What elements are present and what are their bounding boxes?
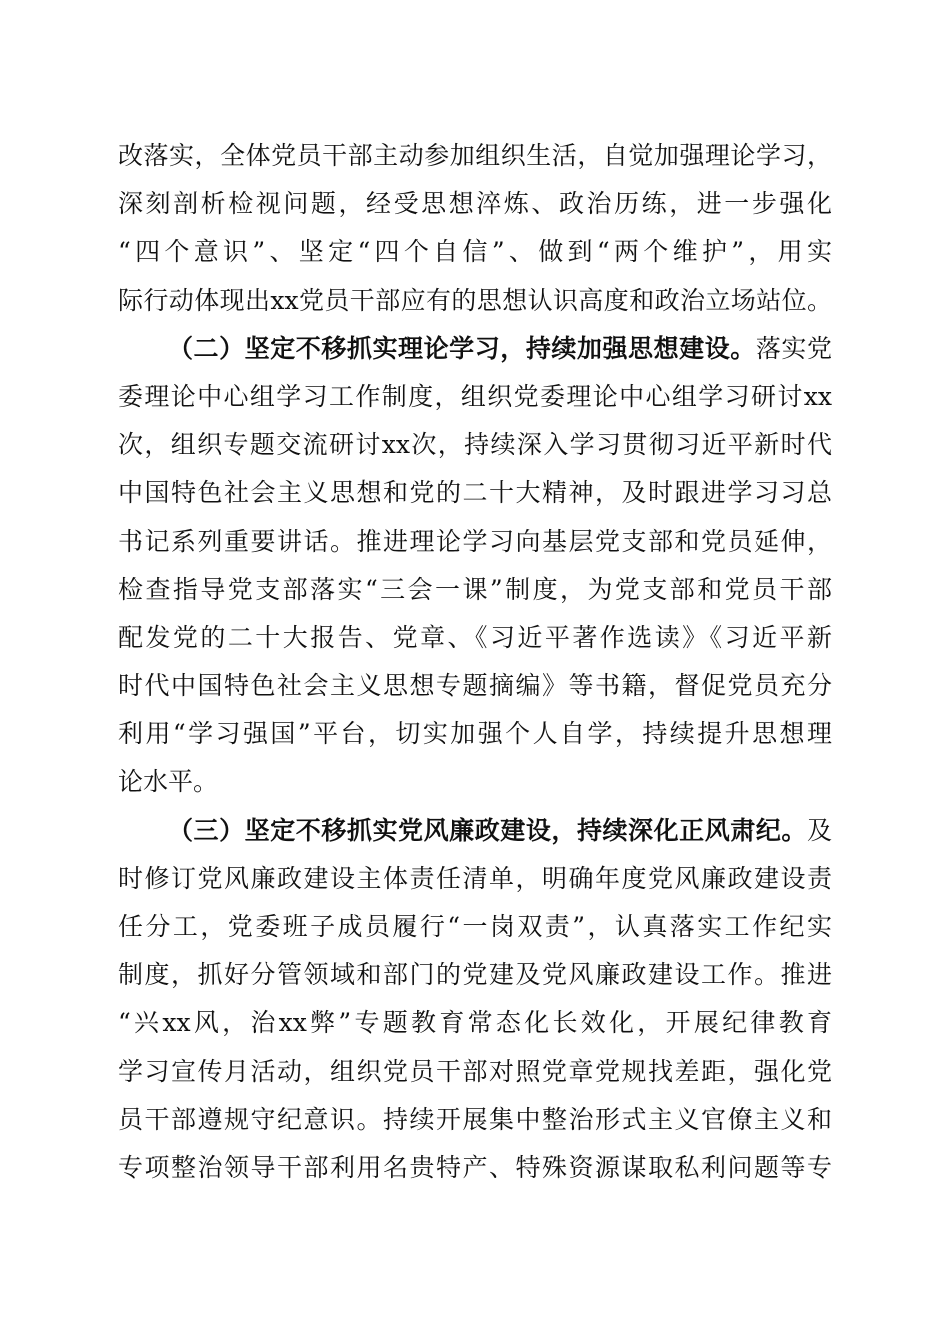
paragraph (118, 132, 832, 325)
text-line (118, 421, 832, 469)
line-text: 员干部遵规守纪意识。持续开展集中整治形式主义官僚主义和 (118, 1104, 832, 1134)
line-text: 际行动体现出xx党员干部应有的思想认识高度和政治立场站位。 (118, 285, 832, 315)
text-line (118, 180, 832, 228)
text-line (118, 1048, 832, 1096)
line-text: 中国特色社会主义思想和党的二十大精神，及时跟进学习习总 (118, 478, 832, 508)
line-text: “四个意识”、坚定“四个自信”、做到“两个维护”，用实 (118, 237, 832, 267)
text-line (118, 662, 832, 710)
text-line (118, 951, 832, 999)
text-line (118, 1144, 832, 1192)
text-line (118, 1096, 832, 1144)
line-text: 学习宣传月活动，组织党员干部对照党章党规找差距，强化党 (118, 1056, 832, 1086)
line-text: 次，组织专题交流研讨xx次，持续深入学习贯彻习近平新时代 (118, 430, 832, 460)
text-line (118, 277, 832, 325)
line-text: 时修订党风廉政建设主体责任清单，明确年度党风廉政建设责 (118, 863, 832, 893)
text-line (118, 373, 832, 421)
text-line (118, 758, 832, 806)
line-text: “兴xx风，治xx弊”专题教育常态化长效化，开展纪律教育 (118, 1008, 832, 1038)
text-line (118, 903, 832, 951)
line-text: 利用“学习强国”平台，切实加强个人自学，持续提升思想理 (118, 719, 832, 749)
text-line (118, 518, 832, 566)
line-text: 及 (806, 815, 832, 845)
text-line (118, 566, 832, 614)
text-line (118, 469, 832, 517)
text-line (118, 807, 832, 855)
line-text: 任分工，党委班子成员履行“一岗双责”，认真落实工作纪实 (118, 912, 832, 941)
line-text: 改落实，全体党员干部主动参加组织生活，自觉加强理论学习， (118, 141, 832, 170)
text-line (118, 999, 832, 1047)
paragraph (118, 807, 832, 1193)
line-text: 配发党的二十大报告、党章、《习近平著作选读》《习近平新 (118, 622, 832, 652)
text-line (118, 710, 832, 758)
section-heading: （二）坚定不移抓实理论学习，持续加强思想建设。 (168, 333, 756, 363)
line-text: 落实党 (755, 333, 832, 363)
line-text: 时代中国特色社会主义思想专题摘编》等书籍，督促党员充分 (118, 671, 832, 701)
line-text: 深刻剖析检视问题，经受思想淬炼、政治历练，进一步强化 (118, 189, 832, 219)
text-line (118, 614, 832, 662)
line-text: 专项整治领导干部利用名贵特产、特殊资源谋取私利问题等专 (118, 1152, 832, 1182)
text-line (118, 132, 832, 180)
text-line (118, 325, 832, 373)
line-text: 论水平。 (118, 767, 219, 797)
line-text: 制度，抓好分管领域和部门的党建及党风廉政建设工作。推进 (118, 960, 832, 990)
line-text: 委理论中心组学习工作制度，组织党委理论中心组学习研讨xx (118, 381, 832, 411)
line-text: 检查指导党支部落实“三会一课”制度，为党支部和党员干部 (118, 574, 832, 604)
document-body (118, 132, 832, 1192)
section-heading: （三）坚定不移抓实党风廉政建设，持续深化正风肃纪。 (168, 815, 807, 845)
line-text: 书记系列重要讲话。推进理论学习向基层党支部和党员延伸， (118, 526, 832, 556)
text-line (118, 855, 832, 903)
text-line (118, 228, 832, 276)
paragraph (118, 325, 832, 807)
